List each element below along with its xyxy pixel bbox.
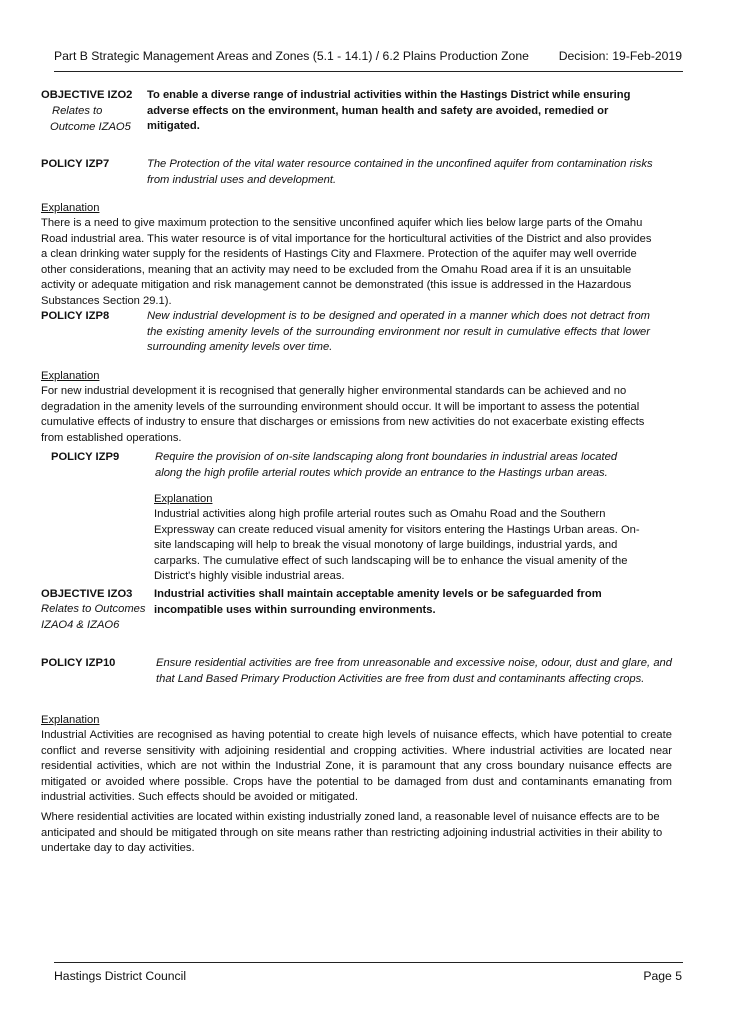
explanation-heading: Explanation xyxy=(41,714,100,726)
objective-text: Industrial activities shall maintain acceptable amenity levels or be safeguarded from incompatible uses within surrounding environments. xyxy=(154,588,602,616)
policy-label: POLICY IZP10 xyxy=(41,657,116,669)
explanation-heading: Explanation xyxy=(154,493,213,505)
explanation-heading: Explanation xyxy=(41,202,100,214)
header-rule xyxy=(54,71,683,72)
policy-label: POLICY IZP8 xyxy=(41,310,110,322)
objective-relates-line1: Relates to Outcomes xyxy=(41,603,146,615)
page-number: Page 5 xyxy=(643,969,682,983)
objective-text: To enable a diverse range of industrial activities within the Hastings District while ensuring adverse effects on the environment, human health and safety are avoided, remedied or mitigated. xyxy=(147,89,631,133)
objective-relates-line2: Outcome IZAO5 xyxy=(50,121,131,133)
explanation-heading: Explanation xyxy=(41,370,100,382)
policy-text: Require the provision of on-site landscaping along front boundaries in industrial areas located along the high profile arterial routes which provide an entrance to the Hastings urban areas. xyxy=(155,451,618,479)
policy-text: The Protection of the vital water resource contained in the unconfined aquifer from contamination risks from industrial uses and development. xyxy=(147,158,653,186)
objective-label: OBJECTIVE IZO3 xyxy=(41,588,133,600)
footer-organisation: Hastings District Council xyxy=(54,969,187,983)
explanation-text: There is a need to give maximum protection to the sensitive unconfined aquifer which lies below large parts of the Omahu Road industrial area. This water resource is of vital importance for the horticultural activities of the District and also provides a clean drinking water supply for the residents of Hastings City and Flaxmere. Protection of the aquifer may well override other considerations, meaning that an activity may need to be excluded from the Omahu Road area if it is an unsuitable activity or adequate mitigation and risk management cannot be demonstrated (this issue is addressed in the Hazardous Substances Section 29.1). xyxy=(41,217,652,307)
objective-relates-line1: Relates to xyxy=(52,105,103,117)
header-title: Part B Strategic Management Areas and Zones (5.1 - 14.1) / 6.2 Plains Production Zone xyxy=(54,49,529,63)
objective-label: OBJECTIVE IZO2 xyxy=(41,89,133,101)
explanation-text: Industrial activities along high profile arterial routes such as Omahu Road and the Southern Expressway can create reduced visual amenity for visitors entering the Hastings Urban areas. On-site landscaping will help to break the visual monotony of large buildings, industrial yards, and carparks. The cumulative effect of such landscaping will be to enhance the visual amenity of the District's highly visible industrial areas. xyxy=(154,508,640,583)
objective-relates-line2: IZAO4 & IZAO6 xyxy=(41,619,120,631)
header-decision-date: Decision: 19-Feb-2019 xyxy=(558,49,682,63)
policy-text: New industrial development is to be designed and operated in a manner which does not detract from the existing amenity levels of the surrounding environment nor result in cumulative effects that lower surrounding amenity levels over time. xyxy=(147,310,650,354)
explanation-text: Industrial Activities are recognised as having potential to create high levels of nuisance effects, which have potential to create conflict and reverse sensitivity with adjoining residential and cropping activities. Where industrial activities are located near residential activities, which are not within the Industrial Zone, it is paramount that any cross boundary nuisance effects are mitigated or avoided where possible. Crops have the potential to be damaged from dust and contaminants emanating from industrial activities. Such effects should be avoided or mitigated. xyxy=(41,729,672,804)
explanation-text-continued: Where residential activities are located within existing industrially zoned land, a reasonable level of nuisance effects are to be anticipated and should be mitigated through on site means rather than restricting adjoining industrial activities in their ability to undertake day to day activities. xyxy=(41,811,663,855)
policy-label: POLICY IZP9 xyxy=(51,451,120,463)
policy-label: POLICY IZP7 xyxy=(41,158,110,170)
policy-text: Ensure residential activities are free from unreasonable and excessive noise, odour, dust and glare, and that Land Based Primary Production Activities are free from dust and contaminants affecting crops. xyxy=(156,657,672,685)
footer-rule xyxy=(54,962,683,963)
page-footer xyxy=(54,969,682,983)
explanation-text: For new industrial development it is recognised that generally higher environmental standards can be achieved and no degradation in the amenity levels of the surrounding environment should occur. It will be important to assess the potential cumulative effects of industry to ensure that discharges or emissions from new activities do not exacerbate existing effects from established operations. xyxy=(41,385,645,444)
